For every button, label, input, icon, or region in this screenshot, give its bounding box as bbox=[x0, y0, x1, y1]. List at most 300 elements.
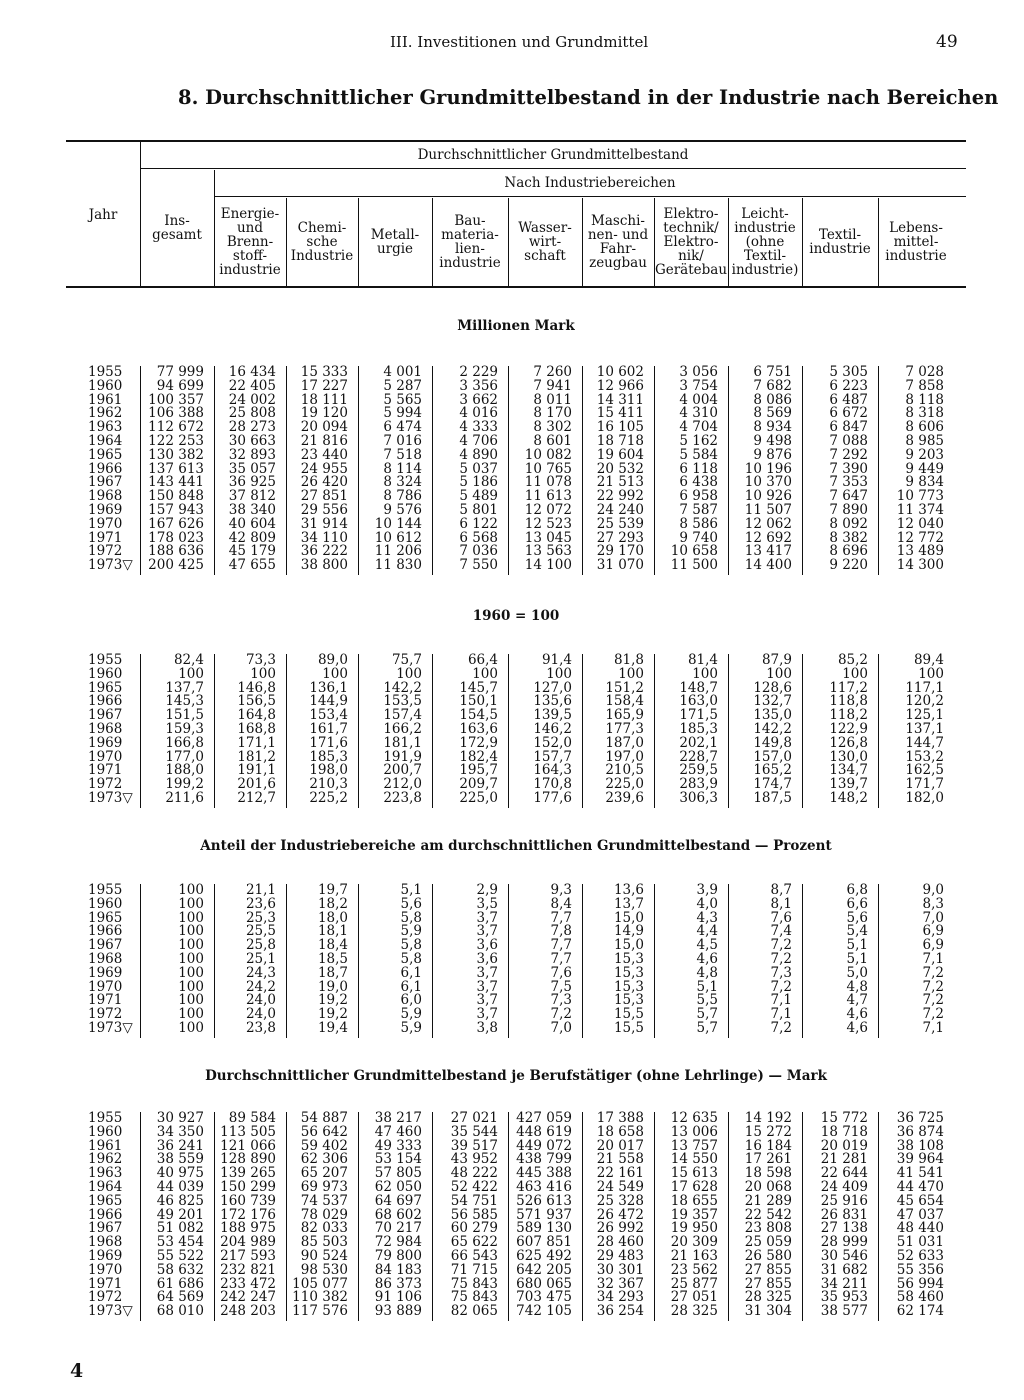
value-cell: 19 357 bbox=[670, 1206, 718, 1223]
value-cell: 22 542 bbox=[744, 1206, 792, 1223]
value-cell: 49 201 bbox=[156, 1206, 204, 1223]
value-cell: 12 062 bbox=[744, 515, 792, 532]
value-cell: 5 305 bbox=[829, 364, 868, 380]
value-cell: 126,8 bbox=[829, 734, 868, 751]
value-cell: 15 272 bbox=[744, 1123, 792, 1140]
year-cell: 1973▽ bbox=[88, 790, 133, 806]
value-cell: 5 186 bbox=[459, 474, 498, 491]
value-cell: 100 bbox=[178, 1006, 204, 1023]
value-cell: 25 539 bbox=[596, 515, 644, 532]
value-cell: 3 356 bbox=[459, 377, 498, 394]
value-cell: 9 876 bbox=[753, 446, 792, 463]
value-cell: 7 941 bbox=[533, 377, 572, 394]
value-cell: 45 179 bbox=[228, 543, 276, 560]
value-cell: 171,7 bbox=[905, 776, 944, 793]
value-cell: 35 057 bbox=[228, 460, 276, 477]
value-cell: 3 754 bbox=[679, 377, 718, 394]
value-cell: 7 353 bbox=[829, 474, 868, 491]
value-cell: 17 227 bbox=[300, 377, 348, 394]
value-cell: 151,5 bbox=[165, 707, 204, 724]
year-cell: 1967 bbox=[88, 474, 123, 491]
value-cell: 30 546 bbox=[820, 1248, 868, 1264]
value-cell: 100 bbox=[178, 895, 204, 912]
value-cell: 23 562 bbox=[670, 1261, 718, 1278]
value-cell: 21,1 bbox=[245, 882, 276, 898]
value-cell: 21 163 bbox=[670, 1248, 718, 1264]
value-cell: 6,1 bbox=[400, 978, 422, 995]
value-cell: 7 682 bbox=[753, 377, 792, 394]
value-cell: 148,7 bbox=[679, 679, 718, 696]
value-cell: 130 382 bbox=[148, 446, 204, 463]
value-cell: 17 261 bbox=[744, 1151, 792, 1168]
value-cell: 3,7 bbox=[476, 923, 498, 940]
year-cell: 1967 bbox=[88, 937, 123, 954]
value-cell: 8,3 bbox=[922, 895, 944, 912]
value-cell: 187,5 bbox=[753, 790, 792, 806]
value-cell: 100 bbox=[178, 923, 204, 940]
value-cell: 6,0 bbox=[400, 992, 422, 1009]
value-cell: 448 619 bbox=[516, 1123, 572, 1140]
value-cell: 3,8 bbox=[476, 1020, 498, 1036]
value-cell: 7,1 bbox=[922, 1020, 944, 1036]
value-cell: 148,2 bbox=[829, 790, 868, 806]
table-row bbox=[66, 792, 966, 806]
value-cell: 160 739 bbox=[220, 1192, 276, 1209]
value-cell: 100 bbox=[178, 882, 204, 898]
value-cell: 5,4 bbox=[846, 923, 868, 940]
value-cell: 571 937 bbox=[516, 1206, 572, 1223]
value-cell: 137,7 bbox=[165, 679, 204, 696]
value-cell: 7,7 bbox=[550, 951, 572, 967]
value-cell: 31 914 bbox=[300, 515, 348, 532]
group-rule bbox=[140, 168, 966, 169]
value-cell: 153,5 bbox=[383, 693, 422, 710]
value-cell: 64 569 bbox=[156, 1289, 204, 1306]
value-cell: 154,5 bbox=[459, 707, 498, 724]
value-cell: 5,1 bbox=[846, 937, 868, 954]
value-cell: 6,1 bbox=[400, 964, 422, 981]
value-cell: 117,2 bbox=[829, 679, 868, 696]
value-cell: 22 644 bbox=[820, 1165, 868, 1182]
value-cell: 7,7 bbox=[550, 909, 572, 926]
value-cell: 187,0 bbox=[605, 734, 644, 751]
value-cell: 5,1 bbox=[846, 951, 868, 967]
value-cell: 89,4 bbox=[913, 652, 944, 668]
value-cell: 16 434 bbox=[228, 364, 276, 380]
value-cell: 5,9 bbox=[400, 1006, 422, 1023]
value-cell: 9 740 bbox=[679, 529, 718, 546]
value-cell: 8 586 bbox=[679, 515, 718, 532]
value-cell: 3,7 bbox=[476, 992, 498, 1009]
value-cell: 122 253 bbox=[148, 433, 204, 449]
value-cell: 47 460 bbox=[374, 1123, 422, 1140]
value-cell: 15,5 bbox=[613, 1006, 644, 1023]
value-cell: 4 704 bbox=[679, 419, 718, 436]
value-cell: 6,6 bbox=[846, 895, 868, 912]
value-cell: 8 696 bbox=[829, 543, 868, 560]
section-data-block bbox=[66, 884, 966, 1038]
value-cell: 7 260 bbox=[533, 364, 572, 380]
value-cell: 6 847 bbox=[829, 419, 868, 436]
value-cell: 77 999 bbox=[156, 364, 204, 380]
value-cell: 526 613 bbox=[516, 1192, 572, 1209]
value-cell: 165,9 bbox=[605, 707, 644, 724]
value-cell: 49 333 bbox=[374, 1137, 422, 1154]
value-cell: 15 333 bbox=[300, 364, 348, 380]
value-cell: 9 576 bbox=[383, 502, 422, 518]
value-cell: 12 966 bbox=[596, 377, 644, 394]
value-cell: 39 517 bbox=[450, 1137, 498, 1154]
value-cell: 70 217 bbox=[374, 1220, 422, 1237]
value-cell: 8 324 bbox=[383, 474, 422, 491]
value-cell: 9 220 bbox=[829, 557, 868, 574]
value-cell: 6 122 bbox=[459, 515, 498, 532]
value-cell: 2,9 bbox=[476, 882, 498, 898]
year-cell: 1970 bbox=[88, 515, 123, 532]
value-cell: 6 438 bbox=[679, 474, 718, 491]
value-cell: 144,7 bbox=[905, 734, 944, 751]
value-cell: 20 017 bbox=[596, 1137, 644, 1154]
value-cell: 100 bbox=[472, 665, 498, 682]
value-cell: 8 114 bbox=[383, 460, 422, 477]
value-cell: 15,5 bbox=[613, 1020, 644, 1036]
value-cell: 19 120 bbox=[300, 405, 348, 422]
value-cell: 34 110 bbox=[300, 529, 348, 546]
value-cell: 7 647 bbox=[829, 488, 868, 505]
value-cell: 125,1 bbox=[905, 707, 944, 724]
value-cell: 10 082 bbox=[524, 446, 572, 463]
value-cell: 46 825 bbox=[156, 1192, 204, 1209]
value-cell: 164,8 bbox=[237, 707, 276, 724]
value-cell: 589 130 bbox=[516, 1220, 572, 1237]
value-cell: 159,3 bbox=[165, 721, 204, 737]
year-cell: 1972 bbox=[88, 776, 123, 793]
value-cell: 55 522 bbox=[156, 1248, 204, 1264]
year-cell: 1972 bbox=[88, 1289, 123, 1306]
value-cell: 145,3 bbox=[165, 693, 204, 710]
column-header-jahr: Jahr bbox=[88, 207, 118, 223]
table-header bbox=[66, 140, 966, 288]
value-cell: 25,8 bbox=[245, 937, 276, 954]
value-cell: 121 066 bbox=[220, 1137, 276, 1154]
value-cell: 164,3 bbox=[533, 762, 572, 779]
value-cell: 12 523 bbox=[524, 515, 572, 532]
value-cell: 62 174 bbox=[896, 1303, 944, 1320]
section-data-block bbox=[66, 654, 966, 808]
value-cell: 22 992 bbox=[596, 488, 644, 505]
value-cell: 182,0 bbox=[905, 790, 944, 806]
value-cell: 177,6 bbox=[533, 790, 572, 806]
value-cell: 53 454 bbox=[156, 1234, 204, 1251]
value-cell: 7,5 bbox=[550, 978, 572, 995]
value-cell: 32 893 bbox=[228, 446, 276, 463]
value-cell: 18,4 bbox=[317, 937, 348, 954]
value-cell: 8 118 bbox=[905, 391, 944, 408]
value-cell: 188,0 bbox=[165, 762, 204, 779]
value-cell: 106 388 bbox=[148, 405, 204, 422]
year-cell: 1968 bbox=[88, 721, 123, 737]
value-cell: 228,7 bbox=[679, 748, 718, 765]
value-cell: 7,8 bbox=[550, 923, 572, 940]
value-cell: 742 105 bbox=[516, 1303, 572, 1320]
value-cell: 15 613 bbox=[670, 1165, 718, 1182]
value-cell: 225,0 bbox=[605, 776, 644, 793]
value-cell: 5 489 bbox=[459, 488, 498, 505]
value-cell: 12 692 bbox=[744, 529, 792, 546]
value-cell: 217 593 bbox=[220, 1248, 276, 1264]
value-cell: 449 072 bbox=[516, 1137, 572, 1154]
value-cell: 118,2 bbox=[829, 707, 868, 724]
value-cell: 3,7 bbox=[476, 978, 498, 995]
year-cell: 1971 bbox=[88, 1275, 123, 1292]
value-cell: 117,1 bbox=[905, 679, 944, 696]
value-cell: 197,0 bbox=[605, 748, 644, 765]
value-cell: 20 532 bbox=[596, 460, 644, 477]
value-cell: 52 422 bbox=[450, 1179, 498, 1195]
value-cell: 204 989 bbox=[220, 1234, 276, 1251]
value-cell: 7 858 bbox=[905, 377, 944, 394]
table-row bbox=[66, 1022, 966, 1036]
value-cell: 4,6 bbox=[846, 1006, 868, 1023]
value-cell: 57 805 bbox=[374, 1165, 422, 1182]
value-cell: 36 874 bbox=[896, 1123, 944, 1140]
value-cell: 110 382 bbox=[292, 1289, 348, 1306]
value-cell: 14 300 bbox=[896, 557, 944, 574]
value-cell: 5,1 bbox=[400, 882, 422, 898]
value-cell: 174,7 bbox=[753, 776, 792, 793]
value-cell: 19 604 bbox=[596, 446, 644, 463]
value-cell: 26 992 bbox=[596, 1220, 644, 1237]
column-header: Wasser- wirt- schaft bbox=[518, 220, 572, 264]
value-cell: 59 402 bbox=[300, 1137, 348, 1154]
value-cell: 642 205 bbox=[516, 1261, 572, 1278]
value-cell: 36 725 bbox=[896, 1110, 944, 1126]
value-cell: 8 302 bbox=[533, 419, 572, 436]
value-cell: 42 809 bbox=[228, 529, 276, 546]
value-cell: 24 240 bbox=[596, 502, 644, 518]
value-cell: 14 192 bbox=[744, 1110, 792, 1126]
value-cell: 7,2 bbox=[922, 1006, 944, 1023]
value-cell: 11 078 bbox=[524, 474, 572, 491]
section-title: 1960 = 100 bbox=[472, 608, 560, 624]
year-cell: 1973▽ bbox=[88, 557, 133, 574]
value-cell: 150 848 bbox=[148, 488, 204, 505]
value-cell: 191,9 bbox=[383, 748, 422, 765]
value-cell: 55 356 bbox=[896, 1261, 944, 1278]
value-cell: 128,6 bbox=[753, 679, 792, 696]
value-cell: 100 bbox=[546, 665, 572, 682]
year-cell: 1971 bbox=[88, 762, 123, 779]
value-cell: 43 952 bbox=[450, 1151, 498, 1168]
value-cell: 8 086 bbox=[753, 391, 792, 408]
year-cell: 1967 bbox=[88, 1220, 123, 1237]
value-cell: 20 019 bbox=[820, 1137, 868, 1154]
year-cell: 1964 bbox=[88, 1179, 123, 1195]
value-cell: 7,2 bbox=[770, 951, 792, 967]
value-cell: 15,3 bbox=[613, 951, 644, 967]
year-cell: 1970 bbox=[88, 978, 123, 995]
value-cell: 4 706 bbox=[459, 433, 498, 449]
value-cell: 153,2 bbox=[905, 748, 944, 765]
value-cell: 4,4 bbox=[696, 923, 718, 940]
value-cell: 4,8 bbox=[846, 978, 868, 995]
value-cell: 82 065 bbox=[450, 1303, 498, 1320]
value-cell: 100 357 bbox=[148, 391, 204, 408]
value-cell: 3,6 bbox=[476, 951, 498, 967]
year-cell: 1964 bbox=[88, 433, 123, 449]
value-cell: 66,4 bbox=[467, 652, 498, 668]
value-cell: 35 953 bbox=[820, 1289, 868, 1306]
value-cell: 5,8 bbox=[400, 909, 422, 926]
column-header: Leicht- industrie (ohne Textil- industrie) bbox=[731, 206, 799, 278]
value-cell: 13,7 bbox=[613, 895, 644, 912]
value-cell: 680 065 bbox=[516, 1275, 572, 1292]
value-cell: 142,2 bbox=[383, 679, 422, 696]
value-cell: 118,8 bbox=[829, 693, 868, 710]
value-cell: 31 304 bbox=[744, 1303, 792, 1320]
value-cell: 19,4 bbox=[317, 1020, 348, 1036]
value-cell: 6,9 bbox=[922, 923, 944, 940]
year-cell: 1968 bbox=[88, 488, 123, 505]
value-cell: 54 751 bbox=[450, 1192, 498, 1209]
value-cell: 210,3 bbox=[309, 776, 348, 793]
value-cell: 7 036 bbox=[459, 543, 498, 560]
value-cell: 4,3 bbox=[696, 909, 718, 926]
value-cell: 100 bbox=[178, 978, 204, 995]
value-cell: 64 697 bbox=[374, 1192, 422, 1209]
value-cell: 100 bbox=[322, 665, 348, 682]
value-cell: 139,7 bbox=[829, 776, 868, 793]
value-cell: 12 772 bbox=[896, 529, 944, 546]
year-cell: 1966 bbox=[88, 693, 123, 710]
value-cell: 127,0 bbox=[533, 679, 572, 696]
value-cell: 168,8 bbox=[237, 721, 276, 737]
value-cell: 98 530 bbox=[300, 1261, 348, 1278]
value-cell: 93 889 bbox=[374, 1303, 422, 1320]
value-cell: 7,4 bbox=[770, 923, 792, 940]
value-cell: 32 367 bbox=[596, 1275, 644, 1292]
value-cell: 18 718 bbox=[820, 1123, 868, 1140]
year-cell: 1960 bbox=[88, 1123, 123, 1140]
value-cell: 7,1 bbox=[770, 992, 792, 1009]
year-cell: 1955 bbox=[88, 364, 123, 380]
year-cell: 1965 bbox=[88, 446, 123, 463]
value-cell: 7 088 bbox=[829, 433, 868, 449]
value-cell: 3 056 bbox=[679, 364, 718, 380]
column-header: Chemi- sche Industrie bbox=[290, 220, 354, 264]
value-cell: 8,4 bbox=[550, 895, 572, 912]
value-cell: 4 310 bbox=[679, 405, 718, 422]
value-cell: 11 500 bbox=[670, 557, 718, 574]
value-cell: 6 487 bbox=[829, 391, 868, 408]
value-cell: 195,7 bbox=[459, 762, 498, 779]
value-cell: 24 955 bbox=[300, 460, 348, 477]
value-cell: 8 170 bbox=[533, 405, 572, 422]
value-cell: 177,3 bbox=[605, 721, 644, 737]
value-cell: 166,2 bbox=[383, 721, 422, 737]
value-cell: 162,5 bbox=[905, 762, 944, 779]
value-cell: 58 632 bbox=[156, 1261, 204, 1278]
value-cell: 16 105 bbox=[596, 419, 644, 436]
value-cell: 27 855 bbox=[744, 1261, 792, 1278]
value-cell: 156,5 bbox=[237, 693, 276, 710]
value-cell: 22 405 bbox=[228, 377, 276, 394]
value-cell: 29 556 bbox=[300, 502, 348, 518]
value-cell: 27 293 bbox=[596, 529, 644, 546]
value-cell: 703 475 bbox=[516, 1289, 572, 1306]
value-cell: 146,8 bbox=[237, 679, 276, 696]
value-cell: 5,9 bbox=[400, 923, 422, 940]
year-cell: 1971 bbox=[88, 992, 123, 1009]
value-cell: 5,5 bbox=[696, 992, 718, 1009]
value-cell: 100 bbox=[396, 665, 422, 682]
value-cell: 3,6 bbox=[476, 937, 498, 954]
value-cell: 8 011 bbox=[533, 391, 572, 408]
value-cell: 18,5 bbox=[317, 951, 348, 967]
value-cell: 61 686 bbox=[156, 1275, 204, 1292]
value-cell: 87,9 bbox=[761, 652, 792, 668]
group-header: Durchschnittlicher Grundmittelbestand bbox=[417, 147, 689, 163]
value-cell: 100 bbox=[766, 665, 792, 682]
value-cell: 21 816 bbox=[300, 433, 348, 449]
value-cell: 134,7 bbox=[829, 762, 868, 779]
value-cell: 24 549 bbox=[596, 1179, 644, 1195]
value-cell: 7 550 bbox=[459, 557, 498, 574]
year-cell: 1968 bbox=[88, 951, 123, 967]
section-data-block bbox=[66, 1112, 966, 1321]
value-cell: 47 655 bbox=[228, 557, 276, 574]
value-cell: 15,3 bbox=[613, 964, 644, 981]
value-cell: 89 584 bbox=[228, 1110, 276, 1126]
value-cell: 13 489 bbox=[896, 543, 944, 560]
year-cell: 1965 bbox=[88, 909, 123, 926]
value-cell: 19,2 bbox=[317, 992, 348, 1009]
value-cell: 31 682 bbox=[820, 1261, 868, 1278]
value-cell: 7,6 bbox=[550, 964, 572, 981]
value-cell: 10 926 bbox=[744, 488, 792, 505]
year-cell: 1968 bbox=[88, 1234, 123, 1251]
value-cell: 4 333 bbox=[459, 419, 498, 436]
year-cell: 1972 bbox=[88, 543, 123, 560]
value-cell: 201,6 bbox=[237, 776, 276, 793]
value-cell: 105 077 bbox=[292, 1275, 348, 1292]
value-cell: 27 138 bbox=[820, 1220, 868, 1237]
value-cell: 7,7 bbox=[550, 937, 572, 954]
value-cell: 21 558 bbox=[596, 1151, 644, 1168]
value-cell: 62 306 bbox=[300, 1151, 348, 1168]
value-cell: 8,7 bbox=[770, 882, 792, 898]
value-cell: 56 642 bbox=[300, 1123, 348, 1140]
value-cell: 38 340 bbox=[228, 502, 276, 518]
value-cell: 36 222 bbox=[300, 543, 348, 560]
value-cell: 8 318 bbox=[905, 405, 944, 422]
value-cell: 18 658 bbox=[596, 1123, 644, 1140]
value-cell: 18 598 bbox=[744, 1165, 792, 1182]
value-cell: 24 002 bbox=[228, 391, 276, 408]
value-cell: 21 513 bbox=[596, 474, 644, 491]
value-cell: 7,0 bbox=[550, 1020, 572, 1036]
value-cell: 23,8 bbox=[245, 1020, 276, 1036]
value-cell: 15 411 bbox=[596, 405, 644, 422]
value-cell: 10 773 bbox=[896, 488, 944, 505]
value-cell: 18 655 bbox=[670, 1192, 718, 1209]
value-cell: 26 472 bbox=[596, 1206, 644, 1223]
value-cell: 4,5 bbox=[696, 937, 718, 954]
value-cell: 7 028 bbox=[905, 364, 944, 380]
value-cell: 12 040 bbox=[896, 515, 944, 532]
value-cell: 239,6 bbox=[605, 790, 644, 806]
value-cell: 18,2 bbox=[317, 895, 348, 912]
